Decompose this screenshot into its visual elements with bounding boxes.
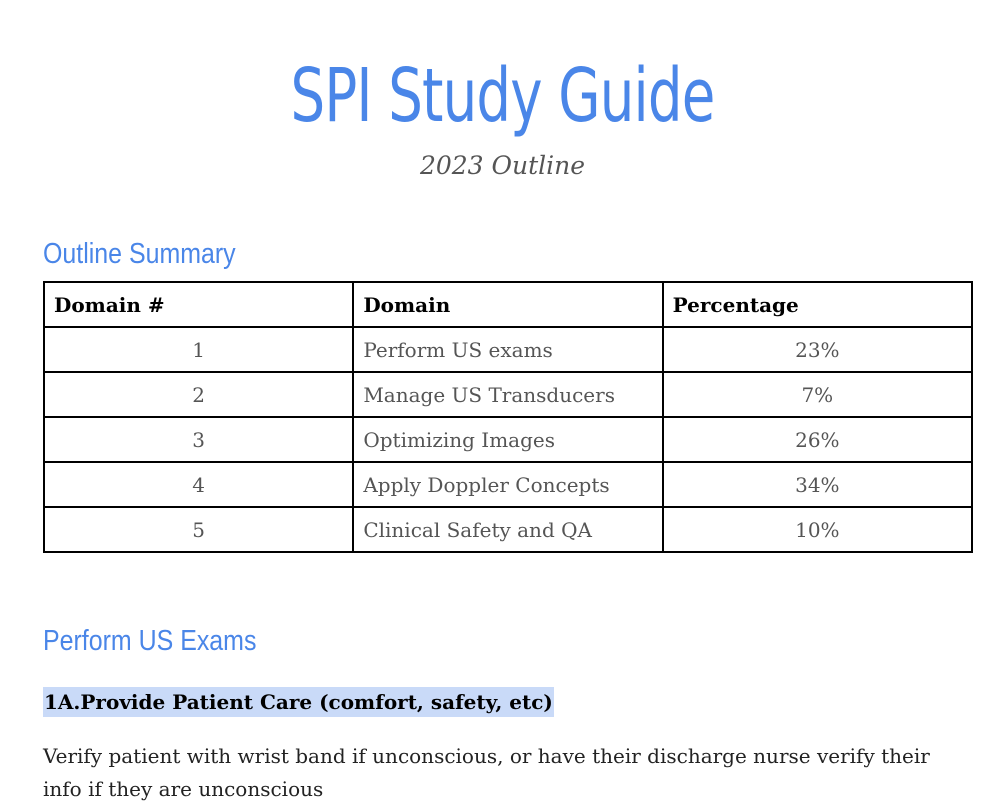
domain-number-cell: 5: [44, 507, 353, 552]
document-subtitle: 2023 Outline: [419, 151, 586, 180]
domain-name-cell: Perform US exams: [353, 327, 662, 372]
domain-name-cell: Clinical Safety and QA: [353, 507, 662, 552]
domain-percentage-cell: 34%: [663, 462, 972, 507]
body-paragraph[interactable]: Verify patient with wrist band if unconscious, or have their discharge nurse verify their info if they are unconscious: [43, 744, 930, 801]
domain-name-cell: Optimizing Images: [353, 417, 662, 462]
domain-name-cell: Manage US Transducers: [353, 372, 662, 417]
column-header-domain: Domain: [353, 282, 662, 327]
provide-patient-care-subheading[interactable]: 1A.Provide Patient Care (comfort, safety, etc): [43, 687, 554, 717]
table-row: [44, 372, 972, 417]
perform-us-exams-heading: Perform US Exams: [43, 625, 257, 657]
domain-percentage-cell: 23%: [663, 327, 972, 372]
domain-number-cell: 3: [44, 417, 353, 462]
document-title: SPI Study Guide: [290, 53, 715, 139]
table-row: [44, 417, 972, 462]
outline-summary-table: [43, 281, 973, 553]
table-row: [44, 507, 972, 552]
outline-summary-heading: Outline Summary: [43, 238, 236, 270]
column-header-percentage: Percentage: [663, 282, 972, 327]
domain-name-cell: Apply Doppler Concepts: [353, 462, 662, 507]
domain-number-cell: 2: [44, 372, 353, 417]
table-header-row: [44, 282, 972, 327]
table-row: [44, 462, 972, 507]
column-header-domain-number: Domain #: [44, 282, 353, 327]
table-row: [44, 327, 972, 372]
domain-number-cell: 1: [44, 327, 353, 372]
domain-number-cell: 4: [44, 462, 353, 507]
domain-percentage-cell: 10%: [663, 507, 972, 552]
domain-percentage-cell: 26%: [663, 417, 972, 462]
domain-percentage-cell: 7%: [663, 372, 972, 417]
